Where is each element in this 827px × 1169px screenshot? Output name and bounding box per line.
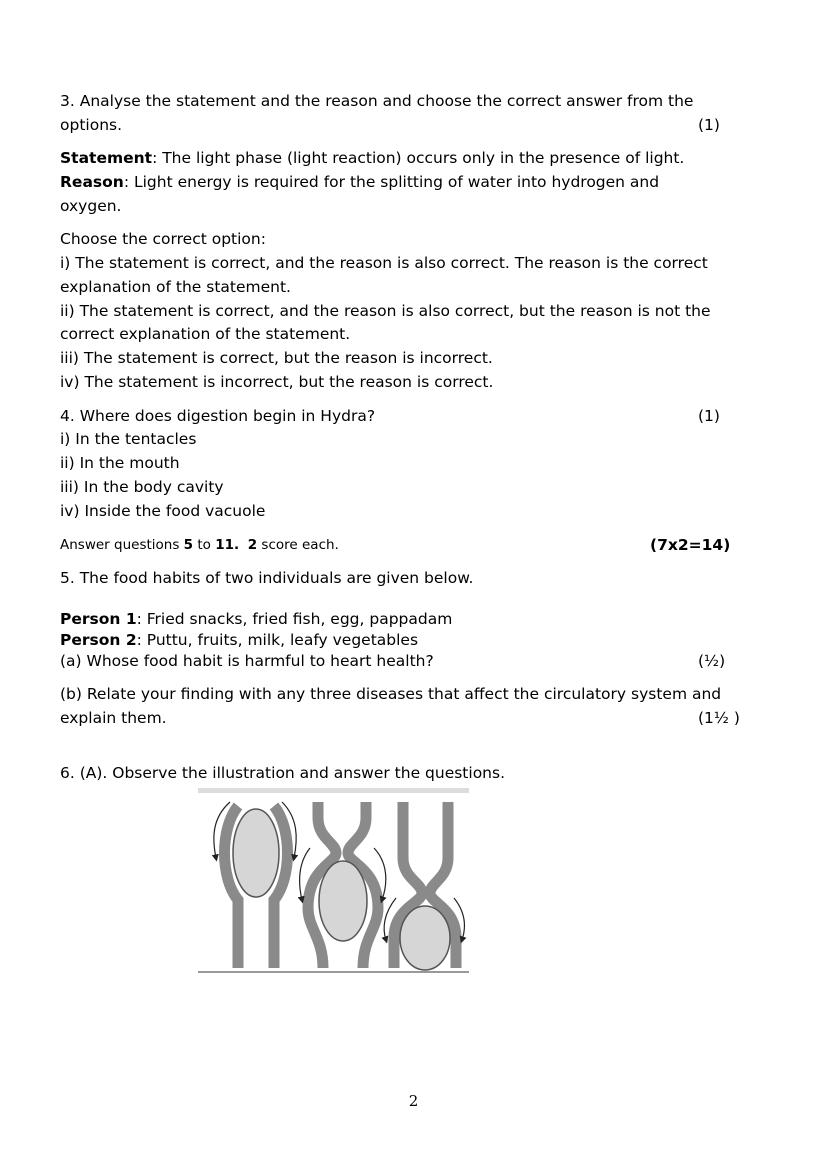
q5-part-b-line1: (b) Relate your finding with any three diseases that affect the circulatory system and [60,685,722,703]
person-2-label: Person 2 [60,631,137,649]
q5-person-2 [60,630,418,650]
q3-score: (1) [698,116,720,134]
section-prefix: Answer questions [60,537,184,553]
illustration-top-border [198,788,469,793]
section-to-word: to [193,537,216,553]
illustration-bottom-line [198,971,469,973]
q3-reason [60,172,659,192]
q4-option-2: ii) In the mouth [60,454,180,472]
section-to: 11. [215,537,240,553]
food-bolus-3 [400,906,450,970]
oesophagus-stage-1 [214,802,296,968]
reason-text: : Light energy is required for the splitting of water into hydrogen and [123,173,660,191]
oesophagus-stage-2 [300,802,386,968]
section-instruction [60,535,339,555]
q5-part-a: (a) Whose food habit is harmful to heart health? [60,652,434,670]
q4-question: 4. Where does digestion begin in Hydra? [60,407,376,425]
reason-label: Reason [60,173,124,191]
page-number: 2 [408,1092,419,1110]
q4-option-3: iii) In the body cavity [60,478,224,496]
q3-option-1a: i) The statement is correct, and the reason is also correct. The reason is the correct [60,254,708,272]
q5-person-1 [60,609,452,629]
q3-option-2b: correct explanation of the statement. [60,325,351,343]
q3-statement [60,148,684,168]
section-from: 5 [183,537,194,553]
q4-score: (1) [698,407,720,425]
q4-option-1: i) In the tentacles [60,430,197,448]
q5-part-b-line2: explain them. [60,709,167,727]
q3-choose: Choose the correct option: [60,230,266,248]
food-bolus-2 [319,861,367,941]
q3-option-1b: explanation of the statement. [60,278,291,296]
q3-reason-cont: oxygen. [60,197,122,215]
q3-line1: 3. Analyse the statement and the reason and choose the correct answer from the [60,92,694,110]
q6-intro: 6. (A). Observe the illustration and answer the questions. [60,764,506,782]
section-gap [239,537,248,553]
oesophagus-stage-3 [384,802,464,970]
q5-intro: 5. The food habits of two individuals are given below. [60,569,474,587]
section-suffix: score each. [257,537,339,553]
q3-line2: options. [60,116,123,134]
food-bolus-1 [233,809,279,897]
q3-option-2a: ii) The statement is correct, and the reason is also correct, but the reason is not the [60,302,711,320]
section-total: (7x2=14) [650,536,731,554]
q5-part-a-score: (½) [698,652,726,670]
person-1-label: Person 1 [60,610,137,628]
person-1-text: : Fried snacks, fried fish, egg, pappadam [136,610,453,628]
statement-label: Statement [60,149,153,167]
q4-option-4: iv) Inside the food vacuole [60,502,266,520]
q3-option-4: iv) The statement is incorrect, but the reason is correct. [60,373,494,391]
statement-text: : The light phase (light reaction) occurs only in the presence of light. [152,149,685,167]
person-2-text: : Puttu, fruits, milk, leafy vegetables [136,631,419,649]
peristalsis-illustration [198,788,469,973]
q3-option-3: iii) The statement is correct, but the reason is incorrect. [60,349,493,367]
q5-part-b-score: (1½ ) [698,709,740,727]
section-score-num: 2 [247,537,258,553]
